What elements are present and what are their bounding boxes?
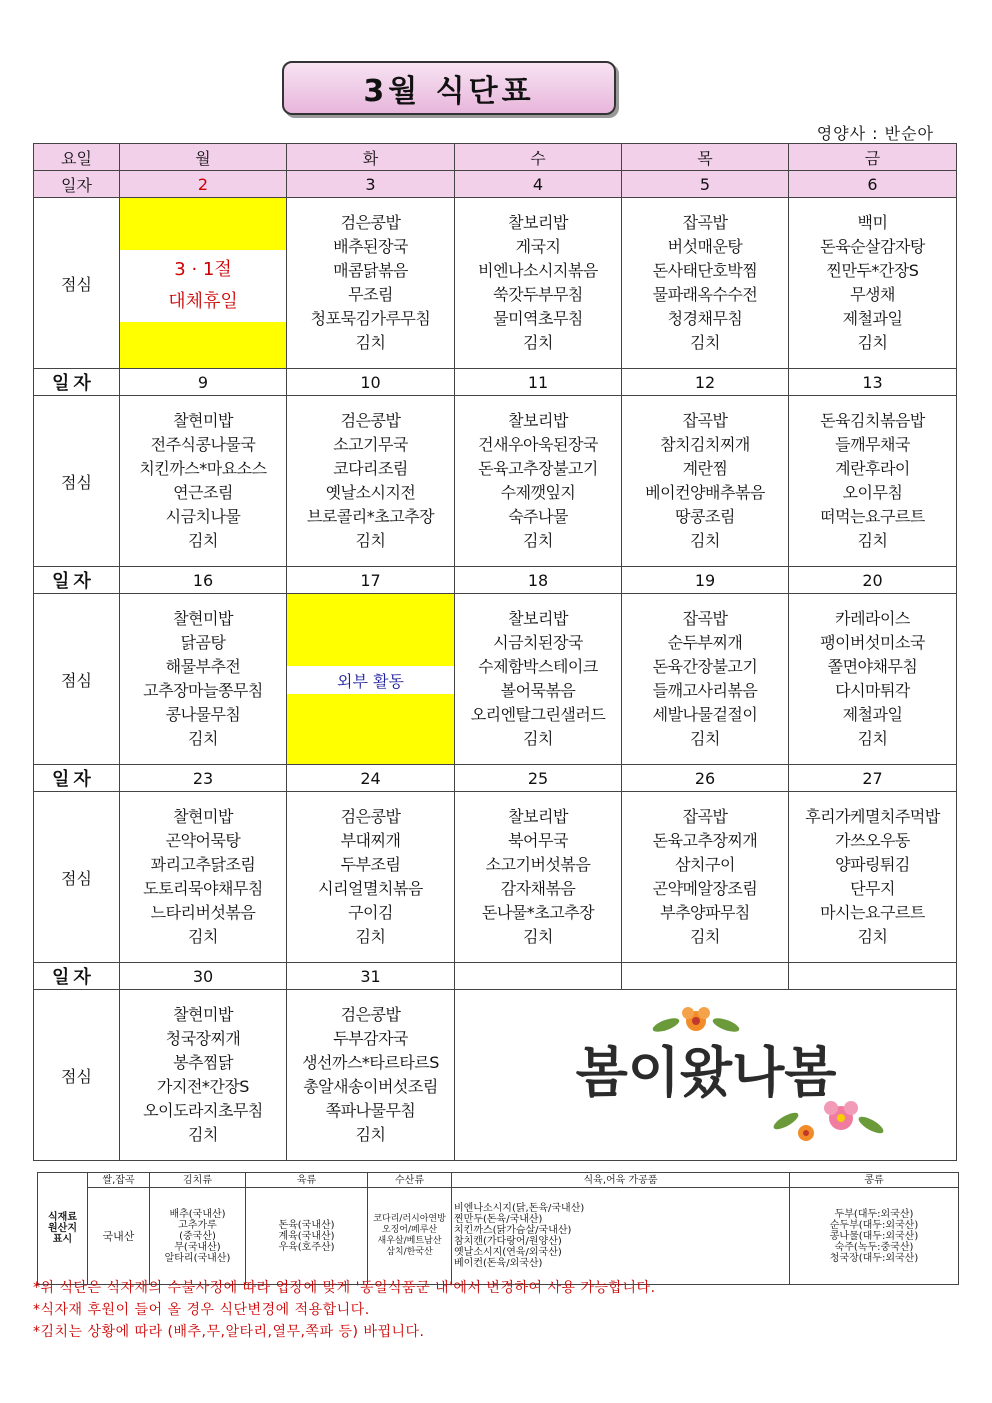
menu-item: 잡곡밥 bbox=[682, 213, 728, 232]
meal-cell bbox=[789, 594, 957, 765]
lunch-label: 점심 bbox=[34, 594, 120, 765]
date-row bbox=[34, 963, 957, 990]
date-cell: 10 bbox=[287, 369, 455, 396]
menu-item: 들깨무채국 bbox=[835, 435, 910, 454]
origin-value: 돈육(국내산) 계육(국내산) 우육(호주산) bbox=[246, 1188, 368, 1285]
day-label: 요일 bbox=[34, 144, 120, 171]
menu-item: 김치 bbox=[523, 531, 553, 550]
menu-item: 오이도라지초무침 bbox=[143, 1101, 263, 1120]
page-title: 3월 식단표 bbox=[282, 61, 616, 115]
menu-item: 게국지 bbox=[515, 237, 561, 256]
menu-item: 검은콩밥 bbox=[340, 807, 401, 826]
menu-item: 오리엔탈그린샐러드 bbox=[470, 705, 606, 724]
menu-item: 마시는요구르트 bbox=[820, 903, 925, 922]
menu-item: 닭곰탕 bbox=[180, 633, 226, 652]
menu-item: 숙주나물 bbox=[508, 507, 568, 526]
menu-item: 김치 bbox=[188, 927, 218, 946]
date-cell: 3 bbox=[287, 171, 455, 198]
date-cell bbox=[455, 963, 622, 990]
menu-item: 쪽파나물무침 bbox=[325, 1101, 416, 1120]
menu-item: 김치 bbox=[690, 927, 720, 946]
meal-cell bbox=[789, 396, 957, 567]
date-cell: 6 bbox=[789, 171, 957, 198]
meal-cell bbox=[789, 792, 957, 963]
menu-item: 제철과일 bbox=[842, 309, 903, 328]
menu-item: 검은콩밥 bbox=[340, 411, 401, 430]
menu-item: 오이무침 bbox=[842, 483, 903, 502]
menu-item: 시리얼멸치볶음 bbox=[318, 879, 423, 898]
origin-table bbox=[37, 1172, 959, 1285]
dietitian-label: 영양사 : 반순아 bbox=[816, 124, 934, 143]
origin-label: 식재료 원산지 표시 bbox=[38, 1173, 88, 1285]
outing-text: 외부 활동 bbox=[287, 666, 454, 694]
lunch-label: 점심 bbox=[34, 792, 120, 963]
menu-item: 물미역초무침 bbox=[493, 309, 583, 328]
day-cell: 수 bbox=[455, 144, 622, 171]
meal-cell bbox=[120, 594, 287, 765]
date-row bbox=[34, 171, 957, 198]
menu-item: 두부감자국 bbox=[333, 1029, 408, 1048]
menu-item: 참치김치찌개 bbox=[660, 435, 750, 454]
menu-item: 찰보리밥 bbox=[508, 807, 568, 826]
menu-item: 청국장찌개 bbox=[165, 1029, 241, 1048]
meal-cell bbox=[455, 792, 622, 963]
menu-item: 브로콜리*초고추장 bbox=[306, 507, 435, 526]
date-cell: 13 bbox=[789, 369, 957, 396]
menu-table bbox=[33, 143, 957, 1161]
flower-icon bbox=[651, 1007, 741, 1034]
origin-header: 콩류 bbox=[790, 1173, 959, 1188]
menu-item: 생선까스*타르타르S bbox=[302, 1053, 439, 1072]
menu-item: 계란찜 bbox=[682, 459, 728, 478]
menu-item: 잡곡밥 bbox=[682, 609, 728, 628]
menu-item: 김치 bbox=[355, 1125, 386, 1144]
date-cell: 27 bbox=[789, 765, 957, 792]
menu-item: 청포묵김가루무침 bbox=[310, 309, 431, 328]
spring-flowers-illustration bbox=[456, 993, 956, 1153]
menu-item: 백미 bbox=[857, 213, 888, 232]
holiday-text: 3 · 1절 bbox=[174, 259, 232, 280]
menu-item: 곤약메알장조림 bbox=[652, 879, 758, 898]
date-cell: 2 bbox=[120, 171, 287, 198]
origin-value: 두부(대두:외국산) 순두부(대두:외국산) 콩나물(대두:외국산) 숙주(녹두:중국산) 청국장(대두:외국산) bbox=[790, 1188, 959, 1285]
menu-item: 수제함박스테이크 bbox=[478, 657, 598, 676]
date-cell: 25 bbox=[455, 765, 622, 792]
date-cell: 20 bbox=[789, 567, 957, 594]
date-row bbox=[34, 765, 957, 792]
meal-cell bbox=[455, 594, 622, 765]
menu-item: 돈육고추장불고기 bbox=[478, 459, 598, 478]
menu-item: 김치 bbox=[690, 531, 720, 550]
spring-title-text: 봄이왔나봄 bbox=[575, 1040, 836, 1104]
menu-item: 물파래옥수수전 bbox=[652, 285, 758, 304]
menu-item: 전주식콩나물국 bbox=[150, 435, 256, 454]
date-label: 일자 bbox=[34, 171, 120, 198]
menu-item: 치킨까스*마요소스 bbox=[139, 459, 267, 478]
menu-item: 찐만두*간장S bbox=[826, 261, 919, 280]
menu-item: 찰현미밥 bbox=[173, 1005, 233, 1024]
origin-header: 육류 bbox=[246, 1173, 368, 1188]
meal-row bbox=[34, 990, 957, 1161]
lunch-label: 점심 bbox=[34, 198, 120, 369]
menu-item: 김치 bbox=[857, 729, 888, 748]
menu-item: 김치 bbox=[188, 531, 218, 550]
menu-item: 코다리조림 bbox=[333, 459, 408, 478]
date-label: 일자 bbox=[34, 567, 120, 594]
menu-item: 김치 bbox=[355, 531, 386, 550]
date-cell: 24 bbox=[287, 765, 455, 792]
date-cell: 19 bbox=[622, 567, 789, 594]
menu-item: 제철과일 bbox=[842, 705, 903, 724]
date-cell: 17 bbox=[287, 567, 455, 594]
menu-item: 시금치된장국 bbox=[493, 633, 583, 652]
menu-item: 연근조림 bbox=[173, 483, 233, 502]
menu-item: 김치 bbox=[857, 333, 888, 352]
day-cell: 목 bbox=[622, 144, 789, 171]
date-cell: 9 bbox=[120, 369, 287, 396]
meal-row bbox=[34, 198, 957, 369]
menu-item: 계란후라이 bbox=[835, 459, 910, 478]
meal-cell bbox=[120, 792, 287, 963]
menu-item: 김치 bbox=[523, 333, 553, 352]
menu-item: 들깨고사리볶음 bbox=[652, 681, 758, 700]
menu-item: 양파링튀김 bbox=[835, 855, 910, 874]
menu-item: 소고기버섯볶음 bbox=[485, 855, 591, 874]
menu-item: 느타리버섯볶음 bbox=[150, 903, 256, 922]
menu-item: 단무지 bbox=[850, 879, 895, 898]
day-row bbox=[34, 144, 957, 171]
menu-item: 볼어묵볶음 bbox=[500, 681, 576, 700]
menu-item: 돈육김치볶음밥 bbox=[820, 411, 925, 430]
meal-cell bbox=[455, 198, 622, 369]
meal-row bbox=[34, 594, 957, 765]
menu-item: 무생채 bbox=[850, 285, 895, 304]
menu-item: 카레라이스 bbox=[835, 609, 910, 628]
menu-item: 김치 bbox=[523, 729, 553, 748]
meal-cell bbox=[287, 990, 455, 1161]
menu-item: 잡곡밥 bbox=[682, 807, 728, 826]
menu-item: 돈나물*초고추장 bbox=[481, 903, 595, 922]
origin-value: 배추(국내산) 고추가루 (중국산) 무(국내산) 알타리(국내산) bbox=[150, 1188, 246, 1285]
menu-item: 봉추찜닭 bbox=[173, 1053, 233, 1072]
date-cell: 23 bbox=[120, 765, 287, 792]
date-cell: 4 bbox=[455, 171, 622, 198]
date-label: 일자 bbox=[34, 369, 120, 396]
menu-item: 배추된장국 bbox=[333, 237, 408, 256]
menu-item: 삼치구이 bbox=[675, 855, 735, 874]
menu-item: 구이김 bbox=[348, 903, 393, 922]
menu-item: 옛날소시지전 bbox=[325, 483, 416, 502]
menu-item: 청경채무침 bbox=[667, 309, 743, 328]
menu-item: 김치 bbox=[355, 333, 386, 352]
menu-item: 팽이버섯미소국 bbox=[820, 633, 925, 652]
meal-row bbox=[34, 396, 957, 567]
menu-item: 베이컨양배추볶음 bbox=[645, 483, 765, 502]
meal-row bbox=[34, 792, 957, 963]
menu-item: 찰보리밥 bbox=[508, 609, 568, 628]
outing-cell bbox=[287, 594, 455, 765]
menu-item: 김치 bbox=[523, 927, 553, 946]
menu-item: 버섯매운탕 bbox=[667, 237, 743, 256]
origin-value: 비엔나소시지(닭,돈육/국내산) 찐만두(돈육/국내산) 치킨까스(닭가슴살/국내산) 참치캔(가다랑어/원양산) 옛날소시지(연육/외국산) 베이컨(돈육/외국산) bbox=[452, 1188, 790, 1285]
menu-item: 세발나물겉절이 bbox=[652, 705, 758, 724]
menu-item: 감자채볶음 bbox=[500, 879, 576, 898]
menu-item: 검은콩밥 bbox=[340, 213, 401, 232]
menu-item: 북어무국 bbox=[508, 831, 568, 850]
note-line: *위 식단은 식자재의 수불사정에 따라 업장에 맞게 '동일식품군 내'에서 변경하여 사용 가능합니다. bbox=[33, 1280, 656, 1296]
menu-item: 돈육간장불고기 bbox=[652, 657, 758, 676]
menu-item: 찰보리밥 bbox=[508, 213, 568, 232]
origin-header: 식육,어육 가공품 bbox=[452, 1173, 790, 1188]
menu-item: 찰보리밥 bbox=[508, 411, 568, 430]
origin-value: 국내산 bbox=[88, 1188, 150, 1285]
menu-item: 해물부추전 bbox=[165, 657, 241, 676]
holiday-cell bbox=[120, 198, 287, 369]
menu-item: 부추양파무침 bbox=[660, 903, 750, 922]
menu-item: 소고기무국 bbox=[333, 435, 408, 454]
date-cell: 12 bbox=[622, 369, 789, 396]
menu-item: 콩나물무침 bbox=[165, 705, 241, 724]
meal-cell bbox=[120, 396, 287, 567]
meal-cell bbox=[622, 792, 789, 963]
holiday-band bbox=[120, 250, 286, 322]
menu-item: 김치 bbox=[690, 333, 720, 352]
menu-item: 김치 bbox=[690, 729, 720, 748]
date-cell: 16 bbox=[120, 567, 287, 594]
spring-decoration bbox=[455, 990, 957, 1161]
date-row bbox=[34, 369, 957, 396]
menu-item: 잡곡밥 bbox=[682, 411, 728, 430]
menu-item: 도토리묵야채무침 bbox=[143, 879, 263, 898]
lunch-label: 점심 bbox=[34, 396, 120, 567]
origin-header: 김치류 bbox=[150, 1173, 246, 1188]
date-cell: 26 bbox=[622, 765, 789, 792]
menu-item: 돈육고추장찌개 bbox=[652, 831, 758, 850]
menu-item: 돈육순살감자탕 bbox=[820, 237, 925, 256]
menu-item: 쫄면야채무침 bbox=[827, 657, 918, 676]
meal-cell bbox=[789, 198, 957, 369]
meal-cell bbox=[287, 396, 455, 567]
menu-item: 가지전*간장S bbox=[157, 1077, 249, 1096]
menu-item: 떠먹는요구르트 bbox=[820, 507, 925, 526]
meal-cell bbox=[622, 198, 789, 369]
flower-icon bbox=[771, 1101, 885, 1141]
holiday-text: 대체휴일 bbox=[168, 291, 238, 312]
menu-item: 꽈리고추닭조림 bbox=[150, 855, 256, 874]
menu-item: 쑥갓두부무침 bbox=[493, 285, 583, 304]
date-cell bbox=[622, 963, 789, 990]
menu-item: 부대찌개 bbox=[340, 831, 401, 850]
menu-item: 찰현미밥 bbox=[173, 609, 233, 628]
meal-cell bbox=[622, 396, 789, 567]
menu-item: 김치 bbox=[857, 531, 888, 550]
date-cell: 5 bbox=[622, 171, 789, 198]
meal-cell bbox=[120, 990, 287, 1161]
origin-header: 수산류 bbox=[368, 1173, 452, 1188]
menu-item: 땅콩조림 bbox=[675, 507, 735, 526]
menu-item: 돈사태단호박찜 bbox=[652, 261, 758, 280]
day-cell: 월 bbox=[120, 144, 287, 171]
menu-item: 고추장마늘쫑무침 bbox=[143, 681, 263, 700]
menu-item: 무조림 bbox=[348, 285, 393, 304]
date-row bbox=[34, 567, 957, 594]
meal-cell bbox=[287, 198, 455, 369]
menu-item: 수제깻잎지 bbox=[500, 483, 576, 502]
menu-item: 김치 bbox=[188, 729, 218, 748]
origin-value: 코다리/러시아연방 오징어/페루산 새우살/베트남산 삼치/한국산 bbox=[368, 1188, 452, 1285]
notes bbox=[33, 1277, 656, 1343]
menu-item: 찰현미밥 bbox=[173, 807, 233, 826]
date-cell: 11 bbox=[455, 369, 622, 396]
date-cell bbox=[789, 963, 957, 990]
menu-item: 가쓰오우동 bbox=[835, 831, 910, 850]
day-cell: 화 bbox=[287, 144, 455, 171]
menu-item: 매콤닭볶음 bbox=[333, 261, 408, 280]
meal-cell bbox=[287, 792, 455, 963]
meal-cell bbox=[455, 396, 622, 567]
lunch-label: 점심 bbox=[34, 990, 120, 1161]
menu-item: 김치 bbox=[355, 927, 386, 946]
date-cell: 31 bbox=[287, 963, 455, 990]
date-cell: 30 bbox=[120, 963, 287, 990]
menu-item: 곤약어묵탕 bbox=[165, 831, 241, 850]
note-line: *식자재 후원이 들어 올 경우 식단변경에 적용합니다. bbox=[33, 1302, 370, 1318]
day-cell: 금 bbox=[789, 144, 957, 171]
menu-item: 다시마튀각 bbox=[835, 681, 910, 700]
note-line: *김치는 상황에 따라 (배추,무,알타리,열무,쪽파 등) 바뀝니다. bbox=[33, 1324, 425, 1340]
meal-cell bbox=[622, 594, 789, 765]
date-label: 일자 bbox=[34, 765, 120, 792]
menu-item: 김치 bbox=[188, 1125, 218, 1144]
menu-item: 순두부찌개 bbox=[667, 633, 743, 652]
menu-item: 후리가케멸치주먹밥 bbox=[805, 807, 940, 826]
menu-item: 검은콩밥 bbox=[340, 1005, 401, 1024]
menu-item: 시금치나물 bbox=[165, 507, 241, 526]
menu-item: 찰현미밥 bbox=[173, 411, 233, 430]
date-cell: 18 bbox=[455, 567, 622, 594]
date-label: 일자 bbox=[34, 963, 120, 990]
menu-item: 두부조림 bbox=[340, 855, 401, 874]
menu-item: 건새우아욱된장국 bbox=[478, 435, 598, 454]
origin-header: 쌀,잡곡 bbox=[88, 1173, 150, 1188]
menu-item: 총알새송이버섯조림 bbox=[303, 1077, 438, 1096]
menu-item: 김치 bbox=[857, 927, 888, 946]
menu-item: 비엔나소시지볶음 bbox=[478, 261, 598, 280]
